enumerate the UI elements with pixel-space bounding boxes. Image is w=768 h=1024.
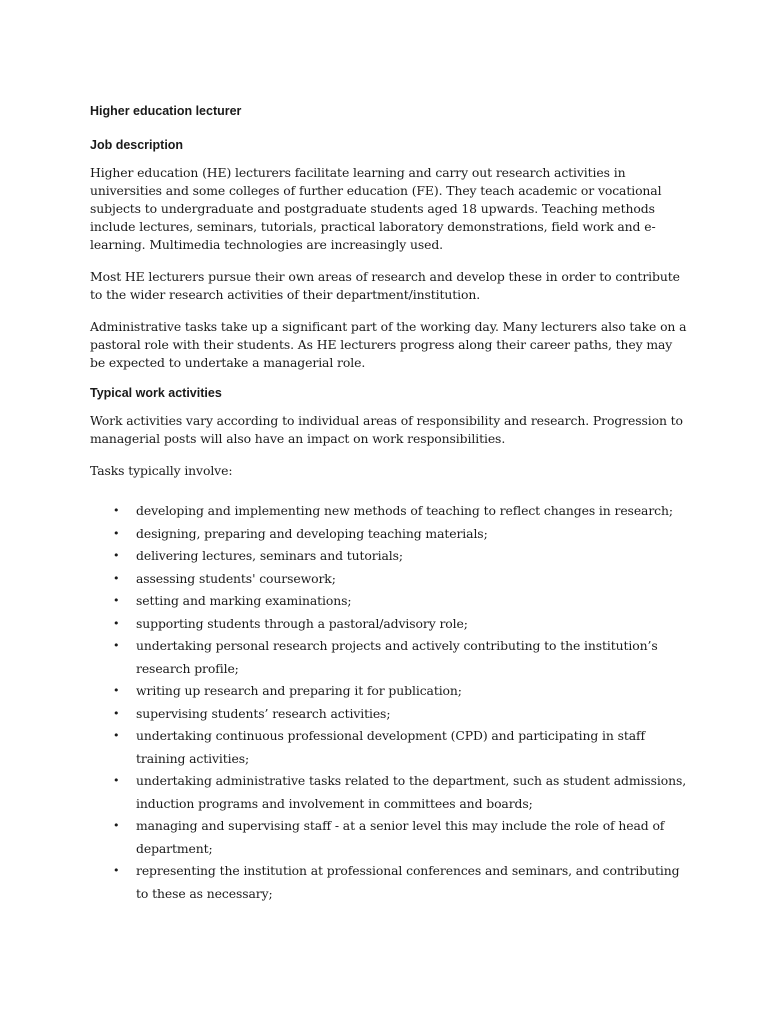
task-list-item (90, 725, 690, 770)
work-activities-intro: Work activities vary according to individual areas of responsibility and research. Progression to managerial posts will also have an impact on work responsibilities. (90, 413, 683, 446)
bullet-icon: • (113, 706, 120, 720)
task-text: designing, preparing and developing teaching materials; (136, 525, 488, 541)
bullet-icon: • (113, 729, 120, 742)
task-text: undertaking administrative tasks related to the department, such as student admissions, induction programs and involvement in committees and boards; (136, 773, 687, 811)
job-description-paragraph: Higher education (HE) lecturers facilitate learning and carry out research activities in universities and some colleges of further education (FE). They teach academic or vocational subjects to undergraduate and postgraduate students aged 18 upwards. Teaching methods include lectures, seminars, tutorials, practical laboratory demonstrations, field work and e-learning. Multimedia technologies are increasingly used. (90, 165, 662, 252)
task-text: managing and supervising staff - at a senior level this may include the role of head of department; (136, 818, 665, 856)
bullet-icon: • (113, 594, 120, 607)
task-text: representing the institution at professional conferences and seminars, and contributing to these as necessary; (136, 863, 680, 901)
task-list-item (90, 500, 690, 523)
bullet-icon: • (113, 549, 120, 562)
task-text: undertaking personal research projects and actively contributing to the institution’s research profile; (136, 638, 658, 676)
task-text: supervising students’ research activities; (136, 705, 391, 721)
bullet-icon: • (113, 819, 120, 832)
tasks-intro: Tasks typically involve: (90, 463, 233, 478)
job-description-paragraph: Administrative tasks take up a significant part of the working day. Many lecturers also take on a pastoral role with their students. As HE lecturers progress along their career paths, they may be expected to undertake a managerial role. (90, 319, 687, 370)
bullet-icon: • (113, 639, 120, 652)
task-text: supporting students through a pastoral/advisory role; (136, 615, 468, 631)
tasks-list (90, 500, 690, 905)
job-description-heading: Job description (90, 138, 184, 152)
typical-work-activities-heading: Typical work activities (90, 386, 222, 400)
bullet-icon: • (113, 864, 120, 877)
task-list-item (90, 568, 690, 591)
task-text: developing and implementing new methods of teaching to reflect changes in research; (136, 503, 673, 518)
task-text: delivering lectures, seminars and tutorials; (136, 548, 403, 563)
task-list-item (90, 545, 690, 568)
task-text: undertaking continuous professional development (CPD) and participating in staff training activities; (136, 728, 646, 766)
task-text: assessing students' coursework; (136, 570, 336, 586)
task-list-item (90, 613, 690, 636)
job-description-paragraph: Most HE lecturers pursue their own areas of research and develop these in order to contribute to the wider research activities of their department/institution. (90, 269, 680, 302)
task-list-item (90, 770, 690, 815)
document-title: Higher education lecturer (90, 104, 242, 118)
bullet-icon: • (113, 504, 120, 517)
bullet-icon: • (113, 684, 120, 697)
bullet-icon: • (113, 526, 120, 540)
task-list-item (90, 590, 690, 613)
task-list-item (90, 703, 690, 726)
task-text: setting and marking examinations; (136, 593, 352, 608)
bullet-icon: • (113, 774, 120, 787)
bullet-icon: • (113, 571, 120, 585)
task-list-item (90, 523, 690, 546)
task-text: writing up research and preparing it for publication; (136, 683, 462, 698)
task-list-item (90, 635, 690, 680)
bullet-icon: • (113, 616, 120, 630)
document-page (90, 102, 690, 905)
task-list-item (90, 815, 690, 860)
task-list-item (90, 860, 690, 905)
task-list-item (90, 680, 690, 703)
